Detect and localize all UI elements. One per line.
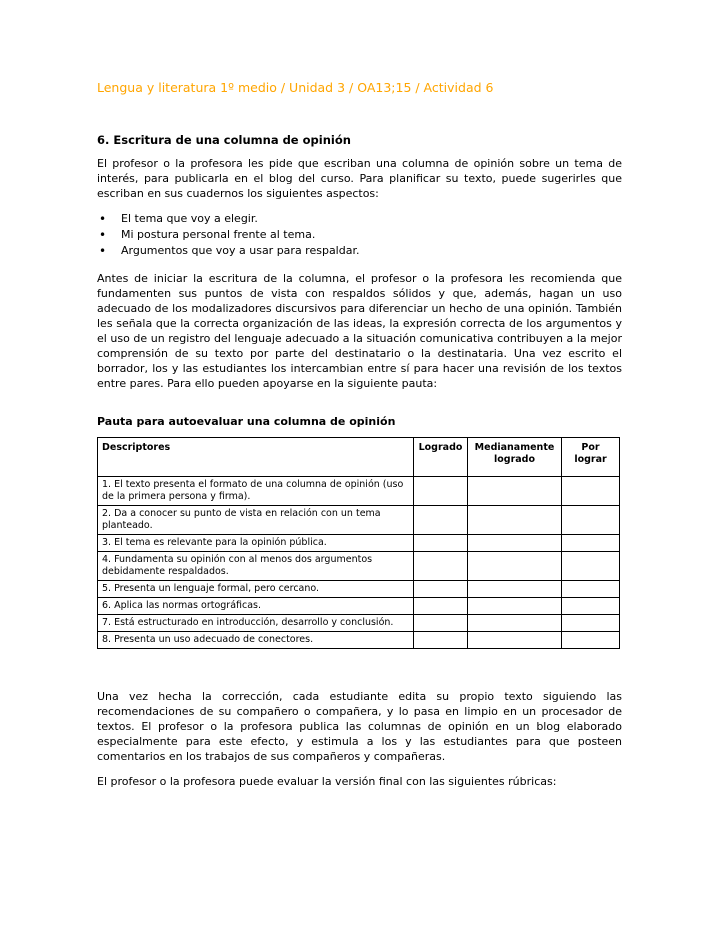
descriptor-cell: 2. Da a conocer su punto de vista en relación con un tema planteado. [98, 506, 414, 535]
check-cell [562, 615, 620, 632]
instructions-paragraph: Antes de iniciar la escritura de la columna, el profesor o la profesora les recomienda que fundamenten sus puntos de vista con respaldos sólidos y que, además, hagan un uso adecuado de los modalizadores discursivos para diferenciar un hecho de una opinión. También les señala que la correcta organización de las ideas, la expresión correcta de los argumentos y el uso de un registro del lenguaje adecuado a la situación comunicativa contribuyen a la mejor comprensión de su texto por parte del destinatario o la destinataria. Una vez escrito el borrador, los y las estudiantes los intercambian entre sí para hacer una revisión de los textos entre pares. Para ello pueden apoyarse en la siguiente pauta: [97, 272, 622, 390]
bullet-item: • Argumentos que voy a usar para respaldar. [97, 243, 622, 259]
rubric-row [98, 615, 620, 632]
check-cell [562, 506, 620, 535]
bullet-item: • Mi postura personal frente al tema. [97, 227, 622, 243]
check-cell [468, 615, 562, 632]
column-header-medianamente: Medianamente logrado [468, 438, 562, 477]
rubric-row [98, 535, 620, 552]
check-cell [468, 581, 562, 598]
check-cell [414, 535, 468, 552]
bullet-item: • El tema que voy a elegir. [97, 211, 622, 227]
check-cell [468, 506, 562, 535]
check-cell [414, 581, 468, 598]
check-cell [562, 581, 620, 598]
check-cell [414, 598, 468, 615]
check-cell [562, 535, 620, 552]
rubric-row [98, 581, 620, 598]
breadcrumb: Lengua y literatura 1º medio / Unidad 3 / OA13;15 / Actividad 6 [97, 80, 494, 95]
check-cell [468, 535, 562, 552]
check-cell [414, 552, 468, 581]
check-cell [468, 632, 562, 649]
intro-paragraph: El profesor o la profesora les pide que escriban una columna de opinión sobre un tema de interés, para publicarla en el blog del curso. Para planificar su texto, puede sugerirles que escriban en sus cuadernos los siguientes aspectos: [97, 157, 622, 200]
descriptor-cell: 7. Está estructurado en introducción, desarrollo y conclusión. [98, 615, 414, 632]
rubric-table [97, 437, 620, 649]
rubric-row [98, 598, 620, 615]
evaluation-note-paragraph: El profesor o la profesora puede evaluar la versión final con las siguientes rúbricas: [97, 775, 557, 788]
check-cell [414, 632, 468, 649]
check-cell [468, 552, 562, 581]
aspect-bullet-list [97, 211, 622, 259]
check-cell [468, 598, 562, 615]
column-header-por-lograr: Por lograr [562, 438, 620, 477]
descriptor-cell: 8. Presenta un uso adecuado de conectores. [98, 632, 414, 649]
rubric-row [98, 632, 620, 649]
check-cell [414, 615, 468, 632]
descriptor-cell: 5. Presenta un lenguaje formal, pero cercano. [98, 581, 414, 598]
section-heading: 6. Escritura de una columna de opinión [97, 133, 351, 147]
rubric-row [98, 506, 620, 535]
check-cell [468, 477, 562, 506]
check-cell [562, 632, 620, 649]
check-cell [414, 477, 468, 506]
check-cell [562, 552, 620, 581]
descriptor-cell: 3. El tema es relevante para la opinión pública. [98, 535, 414, 552]
check-cell [562, 477, 620, 506]
descriptor-cell: 1. El texto presenta el formato de una columna de opinión (uso de la primera persona y firma). [98, 477, 414, 506]
rubric-table-header [98, 438, 620, 477]
descriptor-cell: 6. Aplica las normas ortográficas. [98, 598, 414, 615]
closing-paragraph: Una vez hecha la corrección, cada estudiante edita su propio texto siguiendo las recomendaciones de su compañero o compañera, y lo pasa en limpio en un procesador de textos. El profesor o la profesora publica las columnas de opinión en un blog elaborado especialmente para este efecto, y estimula a los y las estudiantes para que posteen comentarios en los trabajos de sus compañeros y compañeras. [97, 690, 622, 763]
check-cell [414, 506, 468, 535]
rubric-title: Pauta para autoevaluar una columna de opinión [97, 415, 396, 428]
rubric-row [98, 552, 620, 581]
column-header-descriptores: Descriptores [98, 438, 414, 477]
descriptor-cell: 4. Fundamenta su opinión con al menos dos argumentos debidamente respaldados. [98, 552, 414, 581]
check-cell [562, 598, 620, 615]
rubric-row [98, 477, 620, 506]
column-header-logrado: Logrado [414, 438, 468, 477]
rubric-table-body [98, 477, 620, 649]
